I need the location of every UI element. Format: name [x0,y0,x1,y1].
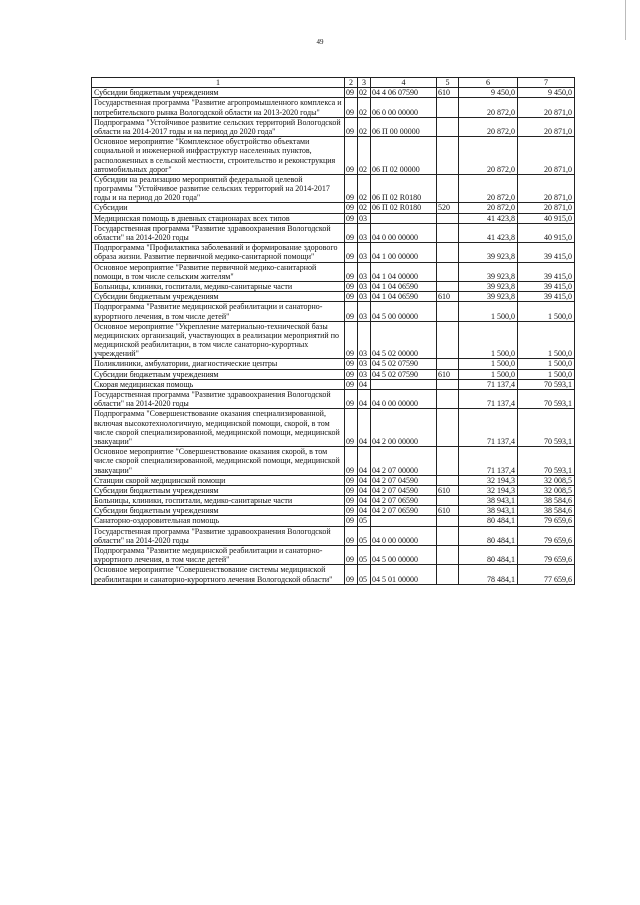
row-name-cell: Государственная программа "Развитие здравоохранения Вологодской области" на 2014-2020 годы [92,223,345,242]
subsection-code-cell: 03 [358,262,371,281]
actual-amount-cell: 70 593,1 [518,379,575,389]
subsection-code-cell: 03 [358,302,371,321]
column-header: 6 [459,78,518,88]
table-row [92,321,575,359]
target-article-cell: 04 1 04 00000 [371,262,437,281]
table-row [92,526,575,545]
row-name-cell: Подпрограмма "Профилактика заболеваний и формирование здорового образа жизни. Развитие первичной медико-санитарной помощи" [92,243,345,262]
table-row [92,447,575,476]
target-article-cell: 06 П 00 00000 [371,117,437,136]
subsection-code-cell: 03 [358,359,371,369]
target-article-cell: 06 0 00 00000 [371,98,437,117]
row-name-cell: Медицинская помощь в дневных стационарах всех типов [92,213,345,223]
row-name-cell: Субсидии на реализацию мероприятий федеральной целевой программы "Устойчивое развитие сельских территорий на 2014-2017 годы и на период до 2020 года" [92,174,345,203]
table-row [92,485,575,495]
expense-type-cell [437,213,459,223]
subsection-code-cell: 04 [358,475,371,485]
actual-amount-cell: 1 500,0 [518,302,575,321]
expense-type-cell [437,243,459,262]
plan-amount-cell: 80 484,1 [459,526,518,545]
expense-type-cell [437,359,459,369]
expense-type-cell [437,174,459,203]
expense-type-cell [437,565,459,584]
actual-amount-cell: 20 871,0 [518,174,575,203]
section-code-cell: 09 [345,485,358,495]
plan-amount-cell: 80 484,1 [459,546,518,565]
table-row [92,88,575,98]
page-number: 49 [316,38,324,46]
expense-type-cell: 610 [437,292,459,302]
plan-amount-cell: 20 872,0 [459,98,518,117]
actual-amount-cell: 39 415,0 [518,243,575,262]
section-code-cell: 09 [345,88,358,98]
budget-table [91,77,575,585]
actual-amount-cell: 39 415,0 [518,262,575,281]
section-code-cell: 09 [345,292,358,302]
subsection-code-cell: 05 [358,565,371,584]
subsection-code-cell: 03 [358,369,371,379]
expense-type-cell [437,447,459,476]
expense-type-cell [437,496,459,506]
target-article-cell: 04 2 07 04590 [371,485,437,495]
row-name-cell: Подпрограмма "Совершенствование оказания специализированной, включая высокотехнологичную, медицинской помощи, скорой, в том числе скорой специализированной, медицинской помощи, медицинской эвакуации" [92,409,345,447]
section-code-cell: 09 [345,379,358,389]
actual-amount-cell: 38 584,6 [518,496,575,506]
subsection-code-cell: 04 [358,409,371,447]
section-code-cell: 09 [345,203,358,213]
row-name-cell: Государственная программа "Развитие агропромышленного комплекса и потребительского рынка Вологодской области на 2013-2020 годы" [92,98,345,117]
subsection-code-cell: 02 [358,117,371,136]
column-header: 4 [371,78,437,88]
actual-amount-cell: 1 500,0 [518,321,575,359]
section-code-cell: 09 [345,243,358,262]
target-article-cell: 04 2 07 04590 [371,475,437,485]
plan-amount-cell: 1 500,0 [459,302,518,321]
column-header: 5 [437,78,459,88]
plan-amount-cell: 41 423,8 [459,223,518,242]
subsection-code-cell: 05 [358,546,371,565]
target-article-cell: 04 4 06 07590 [371,88,437,98]
subsection-code-cell: 03 [358,292,371,302]
section-code-cell: 09 [345,546,358,565]
subsection-code-cell: 05 [358,516,371,526]
subsection-code-cell: 03 [358,223,371,242]
table-row [92,262,575,281]
column-header: 1 [92,78,345,88]
plan-amount-cell: 71 137,4 [459,379,518,389]
actual-amount-cell: 40 915,0 [518,223,575,242]
column-header: 7 [518,78,575,88]
expense-type-cell [437,321,459,359]
target-article-cell: 04 2 00 00000 [371,409,437,447]
plan-amount-cell: 39 923,8 [459,281,518,291]
section-code-cell: 09 [345,223,358,242]
row-name-cell: Субсидии [92,203,345,213]
plan-amount-cell: 1 500,0 [459,321,518,359]
table-row [92,98,575,117]
subsection-code-cell: 04 [358,379,371,389]
subsection-code-cell: 04 [358,485,371,495]
plan-amount-cell: 20 872,0 [459,117,518,136]
table-row [92,243,575,262]
plan-amount-cell: 39 923,8 [459,292,518,302]
section-code-cell: 09 [345,496,358,506]
section-code-cell: 09 [345,321,358,359]
subsection-code-cell: 02 [358,203,371,213]
subsection-code-cell: 02 [358,98,371,117]
row-name-cell: Больницы, клиники, госпитали, медико-санитарные части [92,496,345,506]
section-code-cell: 09 [345,262,358,281]
table-row [92,213,575,223]
expense-type-cell [437,117,459,136]
section-code-cell: 09 [345,213,358,223]
actual-amount-cell: 9 450,0 [518,88,575,98]
row-name-cell: Основное мероприятие "Развитие первичной медико-санитарной помощи, в том числе сельским жителям" [92,262,345,281]
plan-amount-cell: 38 943,1 [459,496,518,506]
actual-amount-cell: 20 871,0 [518,203,575,213]
section-code-cell: 09 [345,390,358,409]
subsection-code-cell: 02 [358,88,371,98]
expense-type-cell [437,137,459,175]
row-name-cell: Подпрограмма "Развитие медицинской реабилитации и санаторно-курортного лечения, в том числе детей" [92,302,345,321]
target-article-cell: 06 П 02 00000 [371,137,437,175]
row-name-cell: Субсидии бюджетным учреждениям [92,485,345,495]
plan-amount-cell: 1 500,0 [459,359,518,369]
target-article-cell: 04 5 02 07590 [371,369,437,379]
row-name-cell: Субсидии бюджетным учреждениям [92,292,345,302]
section-code-cell: 09 [345,447,358,476]
section-code-cell: 09 [345,117,358,136]
table-row [92,174,575,203]
table-row [92,390,575,409]
row-name-cell: Подпрограмма "Устойчивое развитие сельских территорий Вологодской области на 2014-2017 годы и на период до 2020 года" [92,117,345,136]
plan-amount-cell: 9 450,0 [459,88,518,98]
section-code-cell: 09 [345,409,358,447]
expense-type-cell: 610 [437,485,459,495]
plan-amount-cell: 38 943,1 [459,506,518,516]
scan-edge-mark [625,0,626,40]
section-code-cell: 09 [345,475,358,485]
row-name-cell: Государственная программа "Развитие здравоохранения Вологодской области" на 2014-2020 годы [92,390,345,409]
section-code-cell: 09 [345,369,358,379]
plan-amount-cell: 20 872,0 [459,174,518,203]
row-name-cell: Санаторно-оздоровительная помощь [92,516,345,526]
subsection-code-cell: 03 [358,281,371,291]
actual-amount-cell: 79 659,6 [518,526,575,545]
subsection-code-cell: 02 [358,174,371,203]
target-article-cell: 04 5 00 00000 [371,302,437,321]
table-row [92,292,575,302]
plan-amount-cell: 32 194,3 [459,475,518,485]
table-row [92,496,575,506]
subsection-code-cell: 03 [358,213,371,223]
actual-amount-cell: 77 659,6 [518,565,575,584]
actual-amount-cell: 38 584,6 [518,506,575,516]
target-article-cell: 04 5 01 00000 [371,565,437,584]
target-article-cell: 04 0 00 00000 [371,390,437,409]
expense-type-cell [437,223,459,242]
subsection-code-cell: 03 [358,321,371,359]
section-code-cell: 09 [345,98,358,117]
section-code-cell: 09 [345,526,358,545]
actual-amount-cell: 79 659,6 [518,516,575,526]
table-row [92,506,575,516]
expense-type-cell [437,546,459,565]
subsection-code-cell: 04 [358,506,371,516]
table-row [92,137,575,175]
target-article-cell [371,213,437,223]
expense-type-cell [437,409,459,447]
column-header: 2 [345,78,358,88]
subsection-code-cell: 05 [358,526,371,545]
target-article-cell: 04 1 00 00000 [371,243,437,262]
target-article-cell: 04 2 07 06590 [371,496,437,506]
actual-amount-cell: 40 915,0 [518,213,575,223]
target-article-cell [371,379,437,389]
section-code-cell: 09 [345,281,358,291]
section-code-cell: 09 [345,506,358,516]
plan-amount-cell: 71 137,4 [459,447,518,476]
section-code-cell: 09 [345,565,358,584]
subsection-code-cell: 04 [358,496,371,506]
subsection-code-cell: 03 [358,243,371,262]
row-name-cell: Поликлиники, амбулатории, диагностические центры [92,359,345,369]
actual-amount-cell: 39 415,0 [518,281,575,291]
section-code-cell: 09 [345,516,358,526]
table-row [92,546,575,565]
plan-amount-cell: 39 923,8 [459,262,518,281]
table-row [92,203,575,213]
row-name-cell: Основное мероприятие "Комплексное обустройство объектами социальной и инженерной инфраструктур населенных пунктов, расположенных в сельской местности, строительство и реконструкция автомобильных дорог" [92,137,345,175]
section-code-cell: 09 [345,302,358,321]
table-row [92,379,575,389]
expense-type-cell [437,516,459,526]
actual-amount-cell: 20 871,0 [518,117,575,136]
table-row [92,516,575,526]
actual-amount-cell: 79 659,6 [518,546,575,565]
target-article-cell [371,516,437,526]
row-name-cell: Субсидии бюджетным учреждениям [92,506,345,516]
expense-type-cell: 610 [437,506,459,516]
target-article-cell: 04 0 00 00000 [371,223,437,242]
expense-type-cell [437,475,459,485]
table-row [92,409,575,447]
actual-amount-cell: 39 415,0 [518,292,575,302]
subsection-code-cell: 02 [358,137,371,175]
table-header-row [92,78,575,88]
actual-amount-cell: 1 500,0 [518,369,575,379]
row-name-cell: Основное мероприятие "Совершенствование оказания скорой, в том числе скорой специализированной, медицинской помощи, медицинской эвакуации" [92,447,345,476]
actual-amount-cell: 32 008,5 [518,485,575,495]
plan-amount-cell: 39 923,8 [459,243,518,262]
target-article-cell: 06 П 02 R0180 [371,174,437,203]
table-row [92,281,575,291]
plan-amount-cell: 80 484,1 [459,516,518,526]
target-article-cell: 06 П 02 R0180 [371,203,437,213]
actual-amount-cell: 20 871,0 [518,137,575,175]
actual-amount-cell: 1 500,0 [518,359,575,369]
expense-type-cell [437,526,459,545]
row-name-cell: Подпрограмма "Развитие медицинской реабилитации и санаторно-курортного лечения, в том числе детей" [92,546,345,565]
row-name-cell: Субсидии бюджетным учреждениям [92,369,345,379]
expense-type-cell [437,379,459,389]
expense-type-cell [437,262,459,281]
expense-type-cell [437,390,459,409]
target-article-cell: 04 5 00 00000 [371,546,437,565]
target-article-cell: 04 0 00 00000 [371,526,437,545]
expense-type-cell [437,281,459,291]
actual-amount-cell: 70 593,1 [518,447,575,476]
plan-amount-cell: 20 872,0 [459,137,518,175]
table-row [92,369,575,379]
section-code-cell: 09 [345,359,358,369]
budget-table-container [91,77,574,585]
row-name-cell: Основное мероприятие "Совершенствование системы медицинской реабилитации и санаторно-курортного лечения Вологодской области" [92,565,345,584]
target-article-cell: 04 5 02 07590 [371,359,437,369]
section-code-cell: 09 [345,174,358,203]
subsection-code-cell: 04 [358,390,371,409]
actual-amount-cell: 20 871,0 [518,98,575,117]
target-article-cell: 04 2 07 00000 [371,447,437,476]
expense-type-cell [437,98,459,117]
actual-amount-cell: 70 593,1 [518,390,575,409]
row-name-cell: Станции скорой медицинской помощи [92,475,345,485]
table-row [92,223,575,242]
table-row [92,302,575,321]
plan-amount-cell: 41 423,8 [459,213,518,223]
plan-amount-cell: 78 484,1 [459,565,518,584]
table-row [92,117,575,136]
row-name-cell: Субсидии бюджетным учреждениям [92,88,345,98]
table-row [92,359,575,369]
target-article-cell: 04 5 02 00000 [371,321,437,359]
row-name-cell: Основное мероприятие "Укрепление материально-технической базы медицинских организаций, участвующих в реализации мероприятий по медицинской реабилитации, в том числе санаторно-курортных учреждений" [92,321,345,359]
target-article-cell: 04 1 04 06590 [371,281,437,291]
subsection-code-cell: 04 [358,447,371,476]
plan-amount-cell: 71 137,4 [459,409,518,447]
actual-amount-cell: 32 008,5 [518,475,575,485]
actual-amount-cell: 70 593,1 [518,409,575,447]
target-article-cell: 04 2 07 06590 [371,506,437,516]
table-row [92,475,575,485]
column-header: 3 [358,78,371,88]
row-name-cell: Больницы, клиники, госпитали, медико-санитарные части [92,281,345,291]
plan-amount-cell: 71 137,4 [459,390,518,409]
row-name-cell: Скорая медицинская помощь [92,379,345,389]
expense-type-cell: 520 [437,203,459,213]
table-row [92,565,575,584]
expense-type-cell [437,302,459,321]
target-article-cell: 04 1 04 06590 [371,292,437,302]
plan-amount-cell: 1 500,0 [459,369,518,379]
section-code-cell: 09 [345,137,358,175]
plan-amount-cell: 20 872,0 [459,203,518,213]
row-name-cell: Государственная программа "Развитие здравоохранения Вологодской области" на 2014-2020 годы [92,526,345,545]
plan-amount-cell: 32 194,3 [459,485,518,495]
expense-type-cell: 610 [437,88,459,98]
expense-type-cell: 610 [437,369,459,379]
